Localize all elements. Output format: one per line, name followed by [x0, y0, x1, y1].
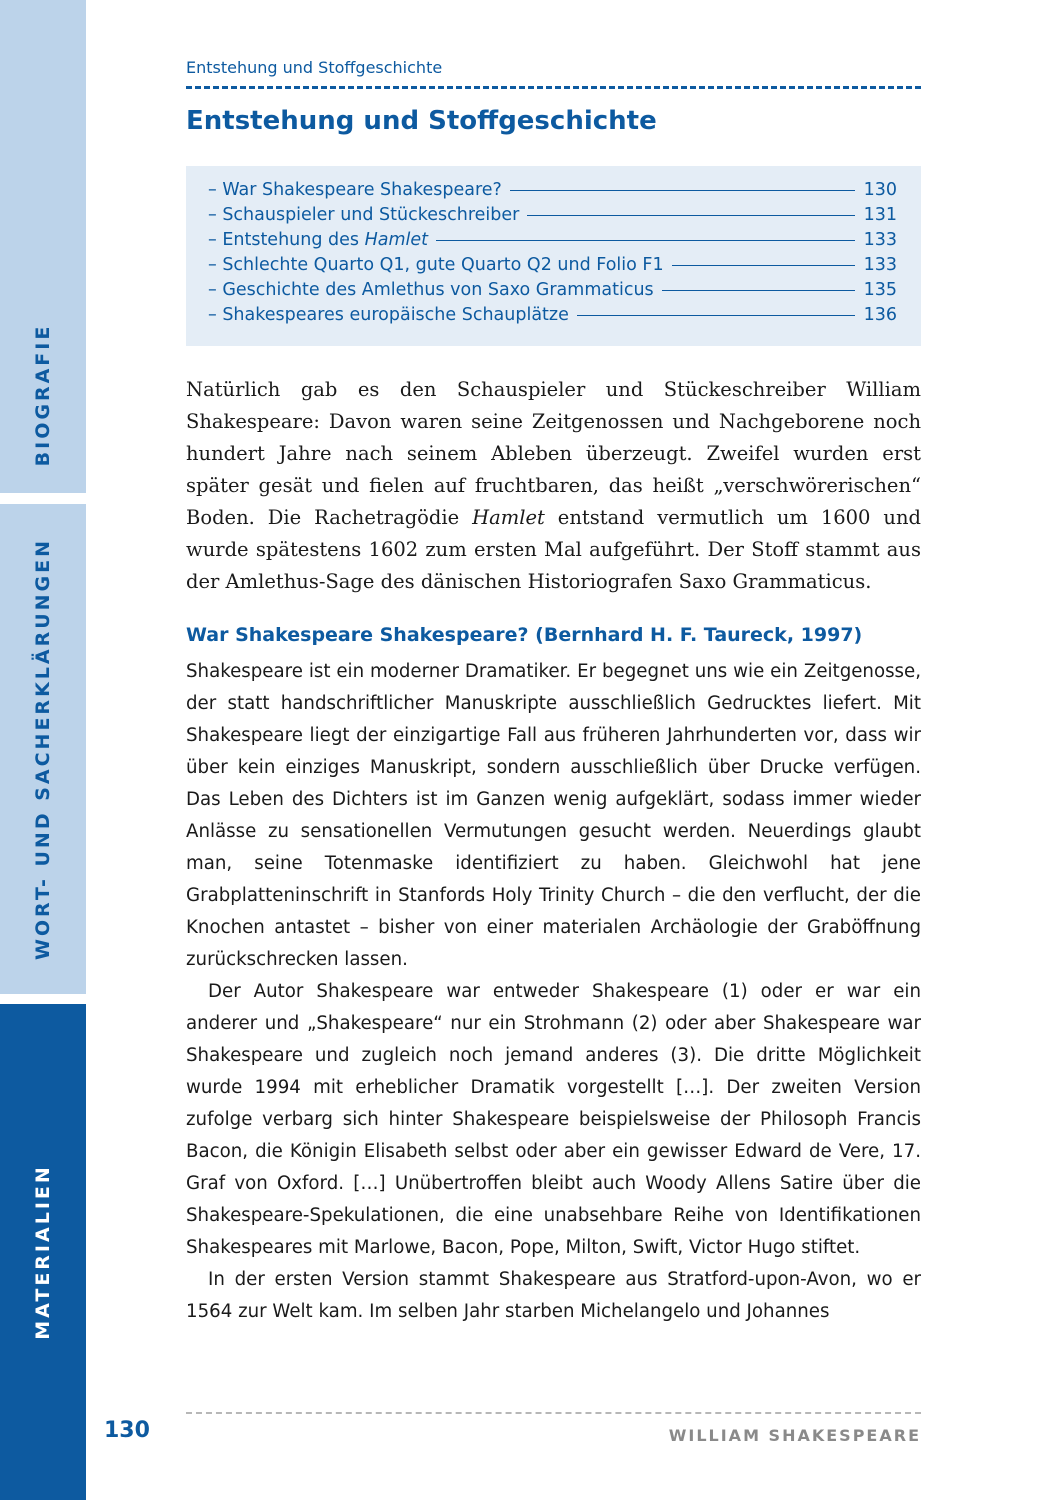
running-head: Entstehung und Stoffgeschichte — [186, 58, 443, 77]
chapter-title: Entstehung und Stoffgeschichte — [186, 106, 657, 136]
toc-entry[interactable] — [208, 205, 897, 230]
toc-entry-title: – Schlechte Quarto Q1, gute Quarto Q2 und Folio F1 — [208, 255, 664, 275]
toc-entry-page: 133 — [863, 255, 897, 275]
tab-wort-und-sacherklaerungen[interactable] — [0, 504, 86, 994]
tab-biografie-label: BIOGRAFIE — [32, 323, 54, 467]
toc-entry-title: – War Shakespeare Shakespeare? — [208, 180, 502, 200]
toc-entry-title: – Shakespeares europäische Schauplätze — [208, 305, 569, 325]
chapter-tab-bar — [0, 0, 86, 1500]
toc-entry-page: 136 — [863, 305, 897, 325]
toc-entry-title: – Entstehung des Hamlet — [208, 230, 428, 250]
section-heading: War Shakespeare Shakespeare? (Bernhard H. F. Taureck, 1997) — [186, 624, 863, 646]
toc-leader-line — [436, 240, 855, 241]
toc-entry-title: – Geschichte des Amlethus von Saxo Grammaticus — [208, 280, 654, 300]
footer-divider — [186, 1412, 921, 1414]
work-title-italic: Hamlet — [472, 506, 545, 529]
toc-entry[interactable] — [208, 280, 897, 305]
toc-leader-line — [527, 215, 855, 216]
toc-leader-line — [577, 315, 855, 316]
book-title: WILLIAM SHAKESPEARE — [668, 1426, 921, 1445]
toc-entry-page: 130 — [863, 180, 897, 200]
toc-entry-page: 133 — [863, 230, 897, 250]
tab-biografie[interactable] — [0, 0, 86, 493]
body-paragraph: Der Autor Shakespeare war entweder Shakespeare (1) oder er war ein anderer und „Shakespeare“ nur ein Strohmann (2) oder aber Shakespeare war Shakespeare und zugleich noch jemand anderes (3). Die dritte Möglichkeit wurde 1994 mit erheblicher Dramatik vorgestellt […]. Der zweiten Version zufolge verbarg sich hinter Shakespeare beispielsweise der Philosoph Francis Bacon, die Königin Elisabeth selbst oder aber ein gewisser Edward de Vere, 17. Graf von Oxford. […] Unübertroffen bleibt auch Woody Allens Satire über die Shakespeare-Spekulationen, die eine unabsehbare Reihe von Identifikationen Shakespeares mit Marlowe, Bacon, Pope, Milton, Swift, Victor Hugo stiftet. — [186, 981, 921, 1258]
tab-materialien-label: MATERIALIEN — [32, 1164, 54, 1340]
body-paragraph: In der ersten Version stammt Shakespeare aus Stratford-upon-Avon, wo er 1564 zur Welt kam. Im selben Jahr starben Michelangelo und Johannes — [186, 1269, 921, 1322]
toc-leader-line — [662, 290, 855, 291]
section-body — [186, 656, 921, 1328]
tab-wort-label: WORT- UND SACHERKLÄRUNGEN — [32, 537, 54, 961]
header-divider — [186, 86, 921, 89]
toc-entry-title: – Schauspieler und Stückeschreiber — [208, 205, 520, 225]
page-number: 130 — [104, 1418, 150, 1443]
toc-leader-line — [672, 265, 855, 266]
toc-entry-page: 135 — [863, 280, 897, 300]
toc-entry[interactable] — [208, 230, 897, 255]
toc-entry[interactable] — [208, 305, 897, 330]
body-paragraph: Shakespeare ist ein moderner Dramatiker. Er begegnet uns wie ein Zeitgenosse, der statt handschriftlicher Manuskripte ausschließlich Gedrucktes liefert. Mit Shakespeare liegt der einzigartige Fall aus früheren Jahrhunderten vor, dass wir über kein einziges Manuskript, sondern ausschließlich über Drucke verfügen. Das Leben des Dichters ist im Ganzen wenig aufgeklärt, sodass immer wieder Anlässe zu sensationellen Vermutungen gesucht werden. Neuerdings glaubt man, seine Totenmaske identifiziert zu haben. Gleichwohl hat jene Grabplatteninschrift in Stanfords Holy Trinity Church – die den verflucht, der die Knochen antastet – bisher von einer materialen Archäologie der Graböffnung zurückschrecken lassen. — [186, 661, 921, 970]
toc-leader-line — [510, 190, 855, 191]
toc-entry[interactable] — [208, 255, 897, 280]
tab-materialien[interactable] — [0, 1004, 86, 1500]
toc-entry-page: 131 — [863, 205, 897, 225]
toc-entry[interactable] — [208, 180, 897, 205]
section-table-of-contents — [186, 166, 921, 346]
intro-paragraph: Natürlich gab es den Schauspieler und Stückeschreiber William Shakespeare: Davon waren seine Zeitgenossen und Nachgeborene noch hundert Jahre nach seinem Ableben überzeugt. Zweifel wurden erst später gesät und fielen auf fruchtbaren, das heißt „verschwörerischen“ Boden. Die Rachetragödie Hamlet entstand vermutlich um 1600 und wurde spätestens 1602 zum ersten Mal aufgeführt. Der Stoff stammt aus der Amlethus-Sage des dänischen Historiografen Saxo Grammaticus. — [186, 378, 921, 593]
